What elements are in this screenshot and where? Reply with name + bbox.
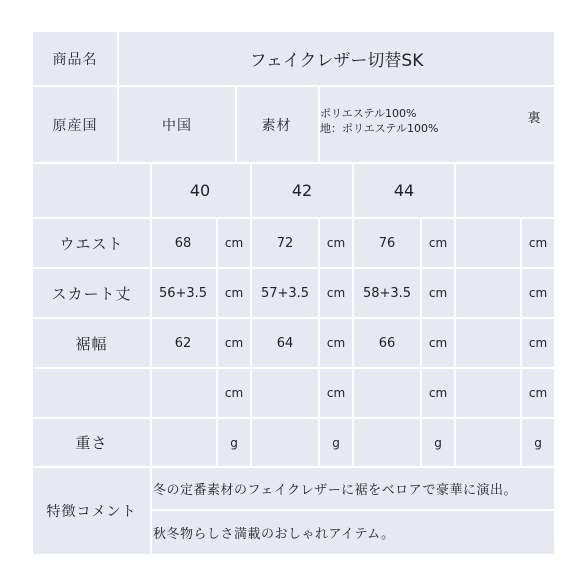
unit-waist-44: cm [428, 236, 448, 250]
col-divider [216, 219, 218, 466]
row-divider [33, 417, 554, 419]
unit-weight-42: g [332, 435, 340, 450]
col-divider [235, 87, 237, 162]
unit-blank-42: cm [326, 386, 346, 400]
material-line-1: ポリエステル100% [320, 107, 417, 120]
unit-blank-44: cm [428, 386, 448, 400]
row-divider [33, 367, 554, 369]
comment-label: 特徴コメント [46, 504, 137, 520]
unit-hem-width-42: cm [326, 336, 346, 350]
product-name-value: フェイクレザー切替SK [249, 51, 424, 71]
value-waist-44: 76 [378, 235, 396, 251]
col-divider [318, 219, 320, 466]
row-label-waist: ウエスト [59, 234, 124, 253]
unit-hem-width-40: cm [224, 336, 244, 350]
unit-waist-40: cm [224, 236, 244, 250]
material-line-2: 地：ポリエステル100% [320, 122, 439, 135]
unit-weight-44: g [434, 435, 442, 450]
unit-skirt-length-extra: cm [528, 286, 548, 300]
col-divider [352, 164, 354, 466]
col-divider [318, 87, 320, 162]
col-divider [250, 164, 252, 466]
row-divider [33, 85, 554, 87]
col-divider [520, 219, 522, 466]
row-label-hem-width: 裾幅 [75, 334, 108, 353]
unit-blank-40: cm [224, 386, 244, 400]
unit-hem-width-44: cm [428, 336, 448, 350]
unit-blank-extra: cm [528, 386, 548, 400]
size-header-40: 40 [189, 181, 211, 200]
size-header-44: 44 [393, 181, 415, 200]
unit-weight-40: g [230, 435, 238, 450]
col-divider [150, 164, 152, 554]
unit-hem-width-extra: cm [528, 336, 548, 350]
col-divider [117, 32, 119, 162]
value-hem-width-42: 64 [276, 335, 294, 351]
unit-skirt-length-40: cm [224, 286, 244, 300]
col-divider [420, 219, 422, 466]
row-divider [150, 509, 554, 511]
unit-waist-42: cm [326, 236, 346, 250]
comment-line-1: 冬の定番素材のフェイクレザーに裾をベロアで豪華に演出。 [153, 483, 517, 498]
unit-skirt-length-44: cm [428, 286, 448, 300]
material-value [320, 106, 520, 146]
col-divider [454, 164, 456, 466]
lining-label: 裏 [527, 110, 541, 126]
value-waist-40: 68 [174, 235, 192, 251]
row-divider [33, 217, 554, 219]
material-label: 素材 [261, 117, 292, 134]
product-spec-sheet [33, 32, 554, 554]
size-header-42: 42 [291, 181, 313, 200]
comment-line-2: 秋冬物らしさ満載のおしゃれアイテム。 [153, 527, 395, 542]
origin-label: 原産国 [52, 117, 98, 134]
row-divider [33, 162, 554, 164]
unit-weight-extra: g [534, 435, 542, 450]
row-label-weight: 重さ [75, 434, 108, 452]
row-divider [33, 267, 554, 269]
product-name-label: 商品名 [52, 51, 98, 68]
unit-waist-extra: cm [528, 236, 548, 250]
row-divider [33, 466, 554, 468]
origin-value: 中国 [162, 117, 192, 134]
value-hem-width-44: 66 [378, 335, 396, 351]
row-label-skirt-length: スカート丈 [51, 284, 132, 303]
value-skirt-length-42: 57+3.5 [260, 285, 310, 301]
row-divider [33, 317, 554, 319]
value-hem-width-40: 62 [174, 335, 192, 351]
unit-skirt-length-42: cm [326, 286, 346, 300]
value-waist-42: 72 [276, 235, 294, 251]
value-skirt-length-40: 56+3.5 [158, 285, 208, 301]
value-skirt-length-44: 58+3.5 [362, 285, 412, 301]
